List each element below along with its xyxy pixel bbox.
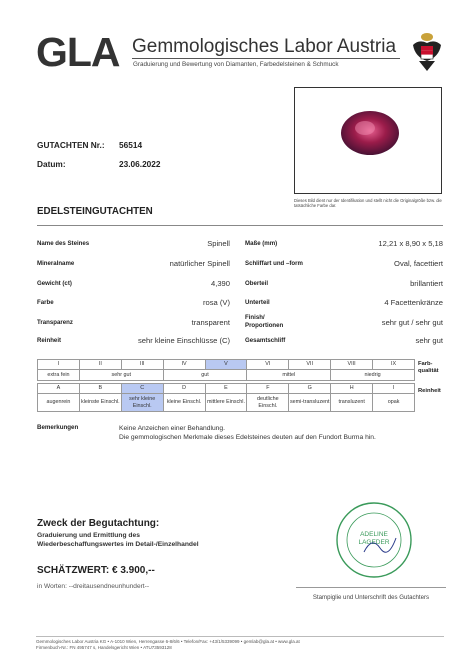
prop-label-weight: Gewicht (ct) <box>37 280 72 287</box>
prop-label-pavilion: Unterteil <box>245 299 270 306</box>
prop-label-clarity: Reinheit <box>37 337 62 344</box>
prop-value-color: rosa (V) <box>202 298 230 307</box>
prop-label-overall-cut: Gesamtschliff <box>245 337 286 344</box>
valuation-in-words: in Worten: --dreitausendneunhundert-- <box>37 583 150 590</box>
signature-caption: Stampiglie und Unterschrift des Gutachters <box>312 594 430 601</box>
footer-line-2: Firmenbuch-Nr.: FN 495747 s, Handelsgericht Wien • ATU73593128 <box>36 645 172 650</box>
footer <box>36 639 300 651</box>
color-grade: II <box>79 360 121 370</box>
prop-value-overall-cut: sehr gut <box>415 336 443 345</box>
clarity-grade: I <box>373 384 415 394</box>
remarks-line-2: Die gemmologischen Merkmale dieses Edelsteines deuten auf den Fundort Burma hin. <box>119 434 376 441</box>
prop-label-mineral: Mineralname <box>37 260 75 267</box>
color-grade: IV <box>163 360 205 370</box>
prop-value-transparency: transparent <box>191 318 230 327</box>
prop-value-weight: 4,390 <box>210 279 230 288</box>
prop-value-pavilion: 4 Facettenkränze <box>384 298 443 307</box>
prop-label-color: Farbe <box>37 299 54 306</box>
gemstone-image <box>295 88 441 193</box>
clarity-desc: kleine Einschl. <box>163 394 205 412</box>
color-desc: gut <box>163 370 247 381</box>
clarity-label: Reinheit <box>418 388 441 394</box>
clarity-grade-selected: C <box>121 384 163 394</box>
prop-label-crown: Oberteil <box>245 280 269 287</box>
photo-disclaimer: Dieses Bild dient nur der Identifikation und stellt nicht die Originalgröße bzw. die tatsächliche Farbe dar. <box>294 198 442 209</box>
color-grade: I <box>38 360 80 370</box>
report-number-label: GUTACHTEN Nr.: <box>37 140 105 150</box>
color-grade-row <box>38 360 415 370</box>
seal-surname: LAGEDER <box>358 539 390 546</box>
prop-value-clarity: sehr kleine Einschlüsse (C) <box>137 336 230 345</box>
prop-label-name: Name des Steines <box>37 240 90 247</box>
color-quality-table <box>37 359 415 381</box>
report-number: 56514 <box>119 140 143 150</box>
clarity-desc: transluzent <box>331 394 373 412</box>
section-title: EDELSTEINGUTACHTEN <box>37 206 153 217</box>
color-grade: VII <box>289 360 331 370</box>
section-divider <box>37 225 443 226</box>
prop-value-name: Spinell <box>207 239 230 248</box>
remarks-line-1: Keine Anzeichen einer Behandlung. <box>119 425 225 432</box>
prop-value-mineral: natürlicher Spinell <box>169 259 230 268</box>
clarity-desc: mittlere Einschl. <box>205 394 247 412</box>
prop-value-dimensions: 12,21 x 8,90 x 5,18 <box>378 239 443 248</box>
clarity-desc: kleinste Einschl. <box>79 394 121 412</box>
clarity-grade: H <box>331 384 373 394</box>
clarity-desc-selected: sehr kleine Einschl. <box>121 394 163 412</box>
color-grade: III <box>121 360 163 370</box>
clarity-grade: B <box>79 384 121 394</box>
color-grade: VI <box>247 360 289 370</box>
lab-tagline: Graduierung und Bewertung von Diamanten, Farbedelsteinen & Schmuck <box>133 61 339 68</box>
clarity-desc: deutliche Einschl. <box>247 394 289 412</box>
lab-name: Gemmologisches Labor Austria <box>132 36 397 57</box>
prop-value-crown: brillantiert <box>410 279 443 288</box>
purpose-title: Zweck der Begutachtung: <box>37 518 160 529</box>
color-desc: mittel <box>247 370 331 381</box>
clarity-desc: semi-transluzent <box>289 394 331 412</box>
purpose-line-1: Graduierung und Ermittlung des <box>37 532 140 539</box>
remarks-text <box>119 424 376 442</box>
color-grade: VIII <box>331 360 373 370</box>
seal-name: ADELINE <box>360 531 388 538</box>
purpose-line-2: Wiederbeschaffungswertes im Detail-/Einzelhandel <box>37 540 199 548</box>
clarity-table <box>37 383 415 412</box>
footer-line-1: Gemmologisches Labor Austria KG • A-1010 Wien, Herrengasse 6-8/6/6 • Telefon/Fax: +43/1/5339099 • gemlab@gla.at • www.gla.at <box>36 639 300 644</box>
color-desc: extra fein <box>38 370 80 381</box>
prop-label-proportions: Proportionen <box>245 322 284 329</box>
clarity-grade: G <box>289 384 331 394</box>
clarity-desc: opak <box>373 394 415 412</box>
purpose-text <box>37 532 199 549</box>
color-desc-row <box>38 370 415 381</box>
clarity-grade: A <box>38 384 80 394</box>
logo: GLA <box>36 29 120 75</box>
clarity-grade: F <box>247 384 289 394</box>
date-label: Datum: <box>37 159 66 169</box>
remarks-label: Bemerkungen <box>37 424 79 431</box>
signature-line <box>296 587 446 588</box>
clarity-grade: D <box>163 384 205 394</box>
gemstone-photo <box>294 87 442 194</box>
lab-seal-stamp <box>334 500 414 580</box>
footer-divider <box>36 636 444 637</box>
clarity-desc: augenrein <box>38 394 80 412</box>
color-grade: IX <box>373 360 415 370</box>
clarity-desc-row <box>38 394 415 412</box>
prop-label-transparency: Transparenz <box>37 319 73 326</box>
clarity-grade: E <box>205 384 247 394</box>
prop-value-finish: sehr gut / sehr gut <box>381 318 443 327</box>
color-desc: niedrig <box>331 370 415 381</box>
color-quality-label: Farb-qualität <box>418 361 439 374</box>
prop-value-cut: Oval, facettiert <box>394 259 443 268</box>
valuation: SCHÄTZWERT: € 3.900,-- <box>37 565 155 576</box>
date-value: 23.06.2022 <box>119 159 161 169</box>
prop-label-dimensions: Maße (mm) <box>245 240 278 247</box>
header-divider <box>132 58 400 59</box>
prop-label-cut: Schliffart und –form <box>245 260 303 267</box>
clarity-grade-row <box>38 384 415 394</box>
color-grade-selected: V <box>205 360 247 370</box>
prop-label-finish: Finish/ <box>245 314 265 321</box>
color-desc: sehr gut <box>79 370 163 381</box>
austrian-eagle-icon <box>409 31 445 75</box>
